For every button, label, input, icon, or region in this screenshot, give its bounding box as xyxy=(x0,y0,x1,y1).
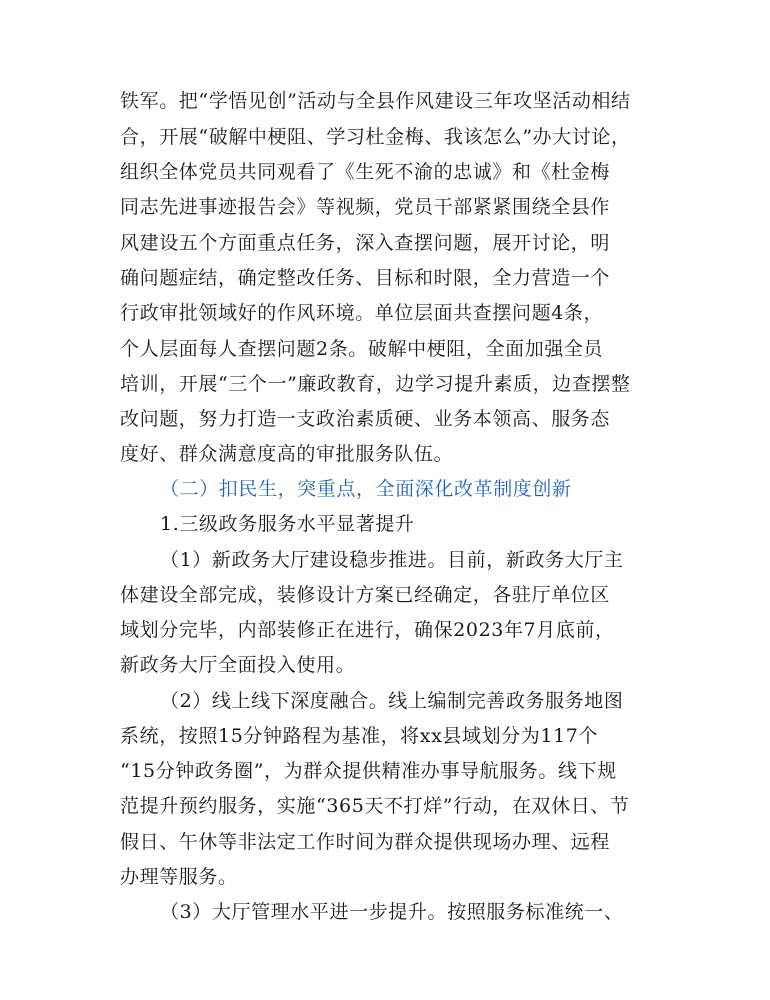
subsection-heading: 1.三级政务服务水平显著提升 xyxy=(160,513,415,535)
body-text-line: 系统，按照15分钟路程为基准，将xx县域划分为117个 xyxy=(120,725,599,747)
body-text-line: 假日、午休等非法定工作时间为群众提供现场办理、远程 xyxy=(120,831,611,853)
section-heading: （二）扣民生，突重点，全面深化改革制度创新 xyxy=(160,478,572,500)
body-text-line: 培训，开展“三个一”廉政教育，边学习提升素质，边查摆整 xyxy=(120,373,631,395)
body-text-line: 体建设全部完成，装修设计方案已经确定，各驻厅单位区 xyxy=(120,584,611,606)
body-text-line: 度好、群众满意度高的审批服务队伍。 xyxy=(120,443,454,465)
paragraph-first-line: （3）大厅管理水平进一步提升。按照服务标准统一、 xyxy=(160,901,624,923)
body-text-line: 新政务大厅全面投入使用。 xyxy=(120,654,356,676)
body-text-line: 行政审批领域好的作风环境。单位层面共查摆问题4条， xyxy=(120,302,604,324)
body-text-line: 铁军。把“学悟见创”活动与全县作风建设三年攻坚活动相结 xyxy=(120,90,631,112)
body-text-line: 组织全体党员共同观看了《生死不渝的忠诚》和《杜金梅 xyxy=(120,161,611,183)
body-text-line: “15分钟政务圈”，为群众提供精准办事导航服务。线下规 xyxy=(120,760,617,782)
body-text-line: 域划分完毕，内部装修正在进行，确保2023年7月底前， xyxy=(120,619,615,641)
body-text-line: 范提升预约服务，实施“365天不打烊”行动，在双休日、节 xyxy=(120,795,630,817)
body-text-line: 合，开展“破解中梗阻、学习杜金梅、我该怎么”办大讨论， xyxy=(120,126,631,148)
paragraph-first-line: （2）线上线下深度融合。线上编制完善政务服务地图 xyxy=(160,690,624,712)
body-text-line: 同志先进事迹报告会》等视频，党员干部紧紧围绕全县作 xyxy=(120,196,611,218)
body-text-line: 风建设五个方面重点任务，深入查摆问题，展开讨论，明 xyxy=(120,232,611,254)
body-text-line: 个人层面每人查摆问题2条。破解中梗阻，全面加强全员 xyxy=(120,338,604,360)
body-text-line: 办理等服务。 xyxy=(120,866,238,888)
body-text-line: 确问题症结，确定整改任务、目标和时限，全力营造一个 xyxy=(120,267,611,289)
body-text-line: 改问题，努力打造一支政治素质硬、业务本领高、服务态 xyxy=(120,408,611,430)
paragraph-first-line: （1）新政务大厅建设稳步推进。目前，新政务大厅主 xyxy=(160,549,624,571)
